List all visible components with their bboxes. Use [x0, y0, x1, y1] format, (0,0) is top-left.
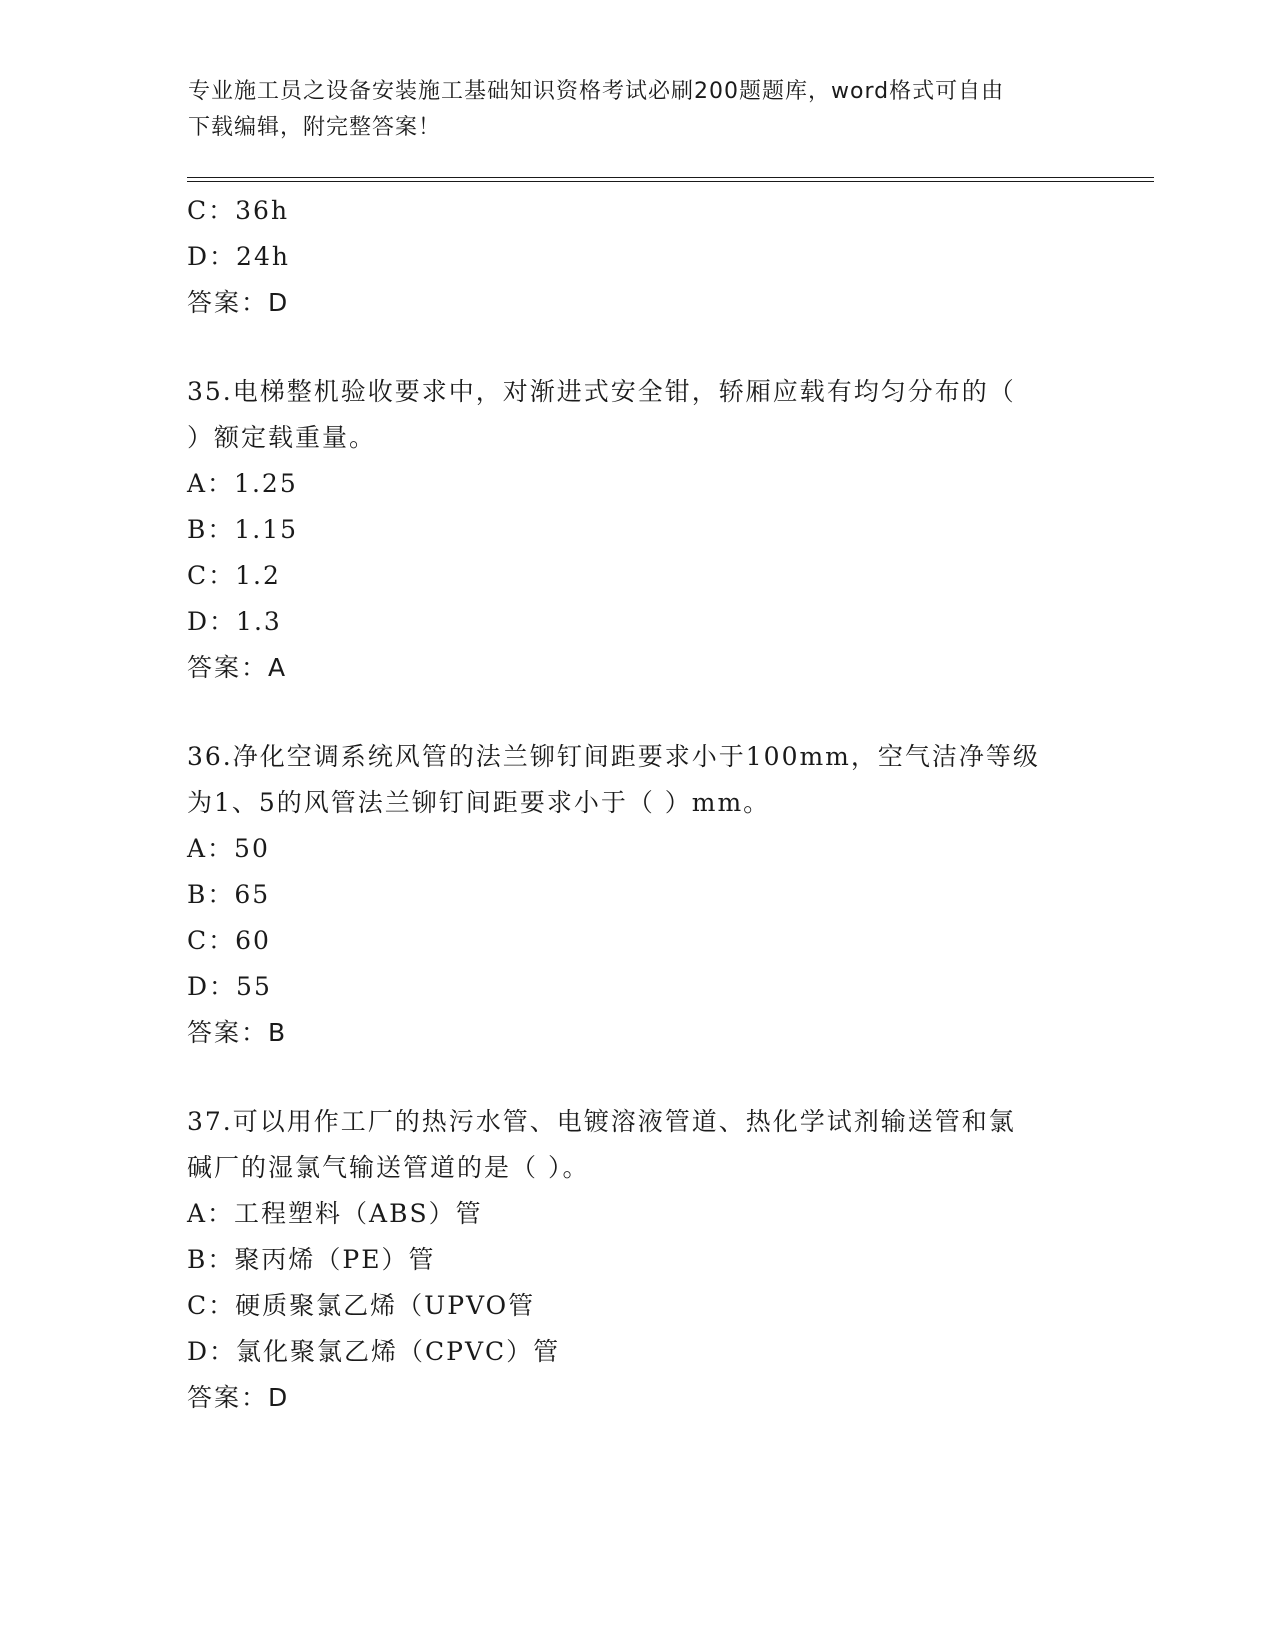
- option-c: C：36h: [187, 196, 290, 225]
- answer-line: 答案：D: [187, 288, 290, 317]
- spacer: [187, 691, 1087, 734]
- option-b: B：1.15: [187, 515, 299, 544]
- option-a: A：50: [187, 834, 270, 863]
- option-c: C：1.2: [187, 561, 281, 590]
- answer-line: 答案：D: [187, 1383, 290, 1412]
- header-title-line-1: 专业施工员之设备安装施工基础知识资格考试必刷200题题库，word格式可自由: [188, 79, 1005, 104]
- option-d: D：1.3: [187, 607, 282, 636]
- question-stem-line-1: 36.净化空调系统风管的法兰铆钉间距要求小于100mm，空气洁净等级: [187, 742, 1040, 771]
- question-stem-line-2: 为1、5的风管法兰铆钉间距要求小于（ ）mm。: [187, 788, 771, 817]
- page-header: [188, 74, 1068, 146]
- option-c: C：60: [187, 926, 271, 955]
- header-title-line-2: 下载编辑，附完整答案！: [188, 115, 442, 140]
- spacer: [187, 326, 1087, 369]
- document-body: [187, 188, 1087, 1421]
- option-d: D：55: [187, 972, 272, 1001]
- option-a: A：1.25: [187, 469, 298, 498]
- question-stem-line-2: ）额定载重量。: [187, 423, 377, 452]
- header-divider-bottom: [187, 181, 1154, 182]
- question-stem-line-1: 35.电梯整机验收要求中，对渐进式安全钳，轿厢应载有均匀分布的（: [187, 377, 1016, 406]
- option-b: B：聚丙烯（PE）管: [187, 1245, 436, 1274]
- question-stem-line-1: 37.可以用作工厂的热污水管、电镀溶液管道、热化学试剂输送管和氯: [187, 1107, 1016, 1136]
- option-c: C：硬质聚氯乙烯（UPVO管: [187, 1291, 536, 1320]
- option-b: B：65: [187, 880, 271, 909]
- question-36: [187, 734, 1087, 1056]
- question-37: [187, 1099, 1087, 1421]
- header-divider-top: [187, 177, 1154, 178]
- question-35: [187, 369, 1087, 691]
- spacer: [187, 1056, 1087, 1099]
- answer-line: 答案：A: [187, 653, 288, 682]
- answer-line: 答案：B: [187, 1018, 288, 1047]
- carryover-block: [187, 188, 1087, 326]
- option-a: A：工程塑料（ABS）管: [187, 1199, 483, 1228]
- option-d: D：24h: [187, 242, 290, 271]
- option-d: D：氯化聚氯乙烯（CPVC）管: [187, 1337, 561, 1366]
- question-stem-line-2: 碱厂的湿氯气输送管道的是（ ）。: [187, 1153, 590, 1182]
